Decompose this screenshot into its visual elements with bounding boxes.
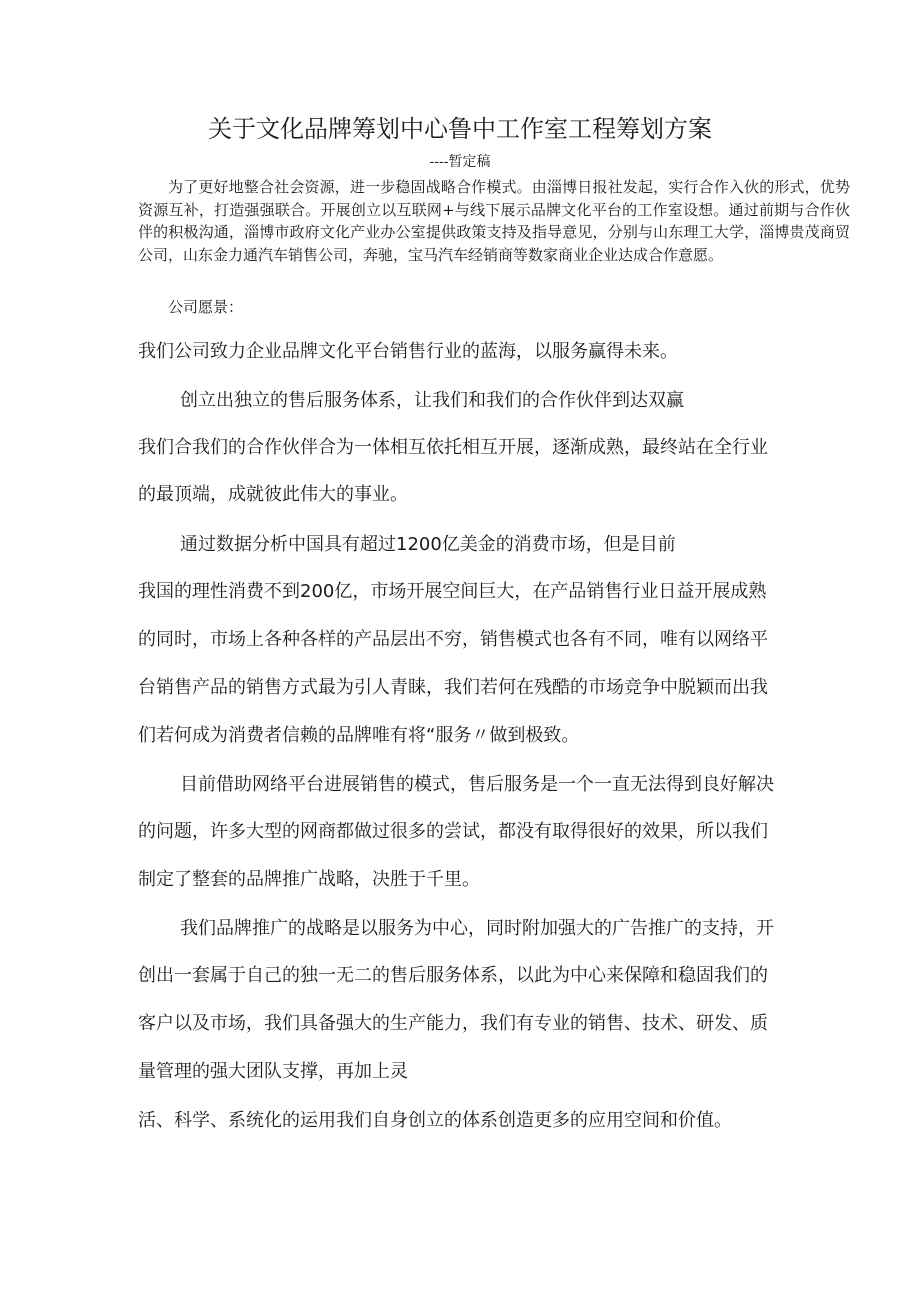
body-line: 活、科学、系统化的运用我们自身创立的体系创造更多的应用空间和价值。 bbox=[138, 1110, 732, 1131]
body-line: 台销售产品的销售方式最为引人青睐，我们若何在残酷的市场竞争中脱颖而出我 bbox=[138, 677, 768, 698]
document-title: 关于文化品牌筹划中心鲁中工作室工程筹划方案 bbox=[208, 115, 712, 143]
body-line: 们若何成为消费者信赖的品牌唯有将“服务〃做到极致。 bbox=[138, 725, 580, 746]
body-line: 目前借助网络平台进展销售的模式，售后服务是一个一直无法得到良好解决 bbox=[180, 774, 774, 795]
body-line: 创立出独立的售后服务体系，让我们和我们的合作伙伴到达双赢 bbox=[180, 390, 684, 411]
document-subtitle: ----暂定稿 bbox=[429, 154, 491, 170]
body-line: 的问题，许多大型的网商都做过很多的尝试，都没有取得很好的效果，所以我们 bbox=[138, 821, 768, 842]
body-line: 我国的理性消费不到200亿，市场开展空间巨大，在产品销售行业日益开展成熟 bbox=[138, 581, 767, 602]
body-line: 的同时，市场上各种各样的产品层出不穷，销售模式也各有不同，唯有以网络平 bbox=[138, 629, 768, 650]
body-line: 制定了整套的品牌推广战略，决胜于千里。 bbox=[138, 869, 480, 890]
intro-paragraph: 为了更好地整合社会资源，进一步稳固战略合作模式。由淄博日报社发起，实行合作入伙的形式，优势资源互补，打造强强联合。开展创立以互联网+与线下展示品牌文化平台的工作室设想。通过前期与合作伙伴的积极沟通，淄博市政府文化产业办公室提供政策支持及指导意见，分别与山东理工大学，淄博贵茂商贸公司，山东金力通汽车销售公司，奔驰，宝马汽车经销商等数家商业企业达成合作意愿。 bbox=[138, 178, 850, 264]
body-line: 的最顶端，成就彼此伟大的事业。 bbox=[138, 484, 408, 505]
body-line: 客户以及市场，我们具备强大的生产能力，我们有专业的销售、技术、研发、质 bbox=[138, 1013, 768, 1034]
body-line: 我们品牌推广的战略是以服务为中心，同时附加强大的广告推广的支持，开 bbox=[180, 918, 774, 939]
body-line: 通过数据分析中国具有超过1200亿美金的消费市场，但是目前 bbox=[180, 534, 676, 555]
vision-label: 公司愿景： bbox=[168, 298, 244, 316]
body-line: 量管理的强大团队支撑，再加上灵 bbox=[138, 1061, 408, 1082]
body-line: 我们合我们的合作伙伴合为一体相互依托相互开展，逐渐成熟，最终站在全行业 bbox=[138, 437, 768, 458]
body-line: 我们公司致力企业品牌文化平台销售行业的蓝海，以服务赢得未来。 bbox=[138, 341, 678, 362]
body-line: 创出一套属于自己的独一无二的售后服务体系，以此为中心来保障和稳固我们的 bbox=[138, 965, 768, 986]
